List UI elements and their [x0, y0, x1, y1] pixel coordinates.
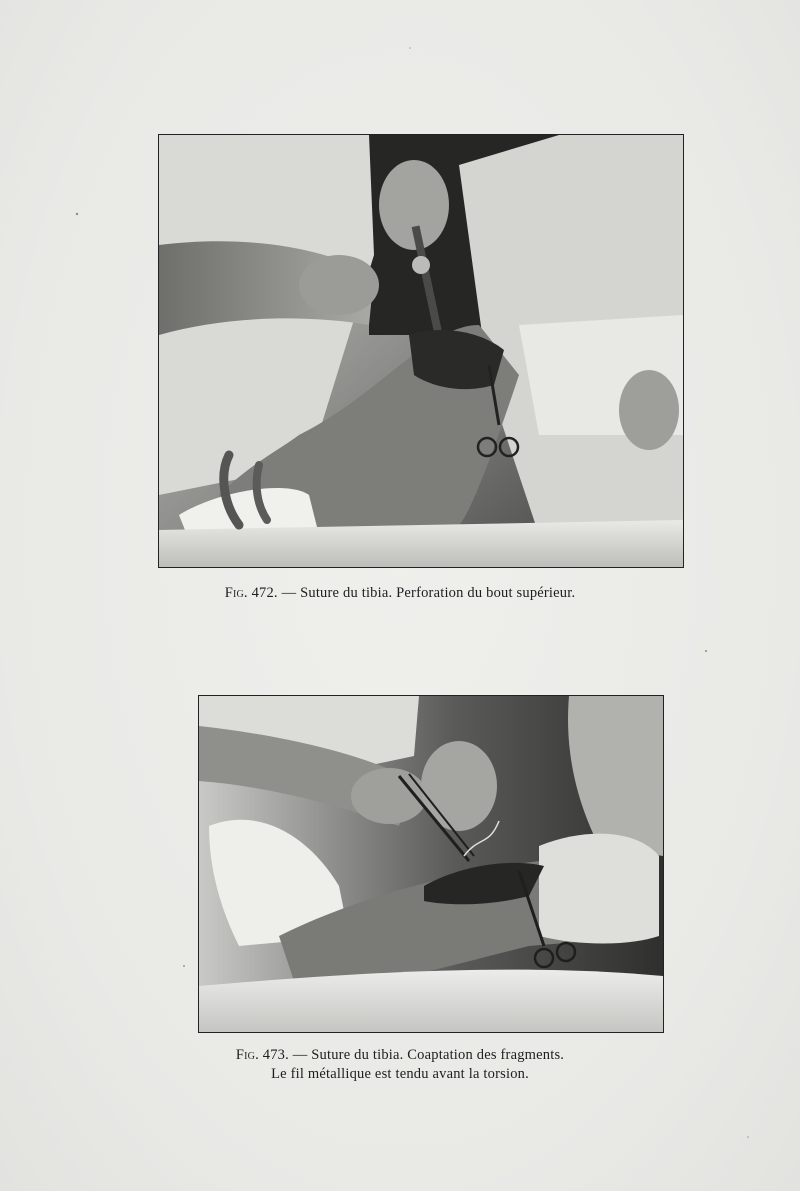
- figure-472-photo: [158, 134, 684, 568]
- figure-473-label: Fig. 473.: [235, 1047, 289, 1063]
- figure-472-caption-line-1: Suture du tibia. Perforation du bout supérieur.: [300, 585, 576, 601]
- figure-473-dash: —: [292, 1047, 308, 1063]
- figure-473-illustration: [199, 696, 663, 1032]
- figure-473-photo: [198, 695, 664, 1033]
- figure-472-dash: —: [281, 585, 297, 601]
- figure-473-caption-line-1-row: [0, 1046, 800, 1065]
- figure-473-caption-line-2: Le fil métallique est tendu avant la torsion.: [271, 1066, 529, 1082]
- figure-473-caption-line-1: Suture du tibia. Coaptation des fragments.: [311, 1047, 565, 1063]
- figure-472-illustration: [159, 135, 683, 567]
- figure-473-caption: [0, 1046, 800, 1084]
- figure-472-label: Fig. 472.: [224, 585, 278, 601]
- figure-472-caption: [0, 584, 800, 603]
